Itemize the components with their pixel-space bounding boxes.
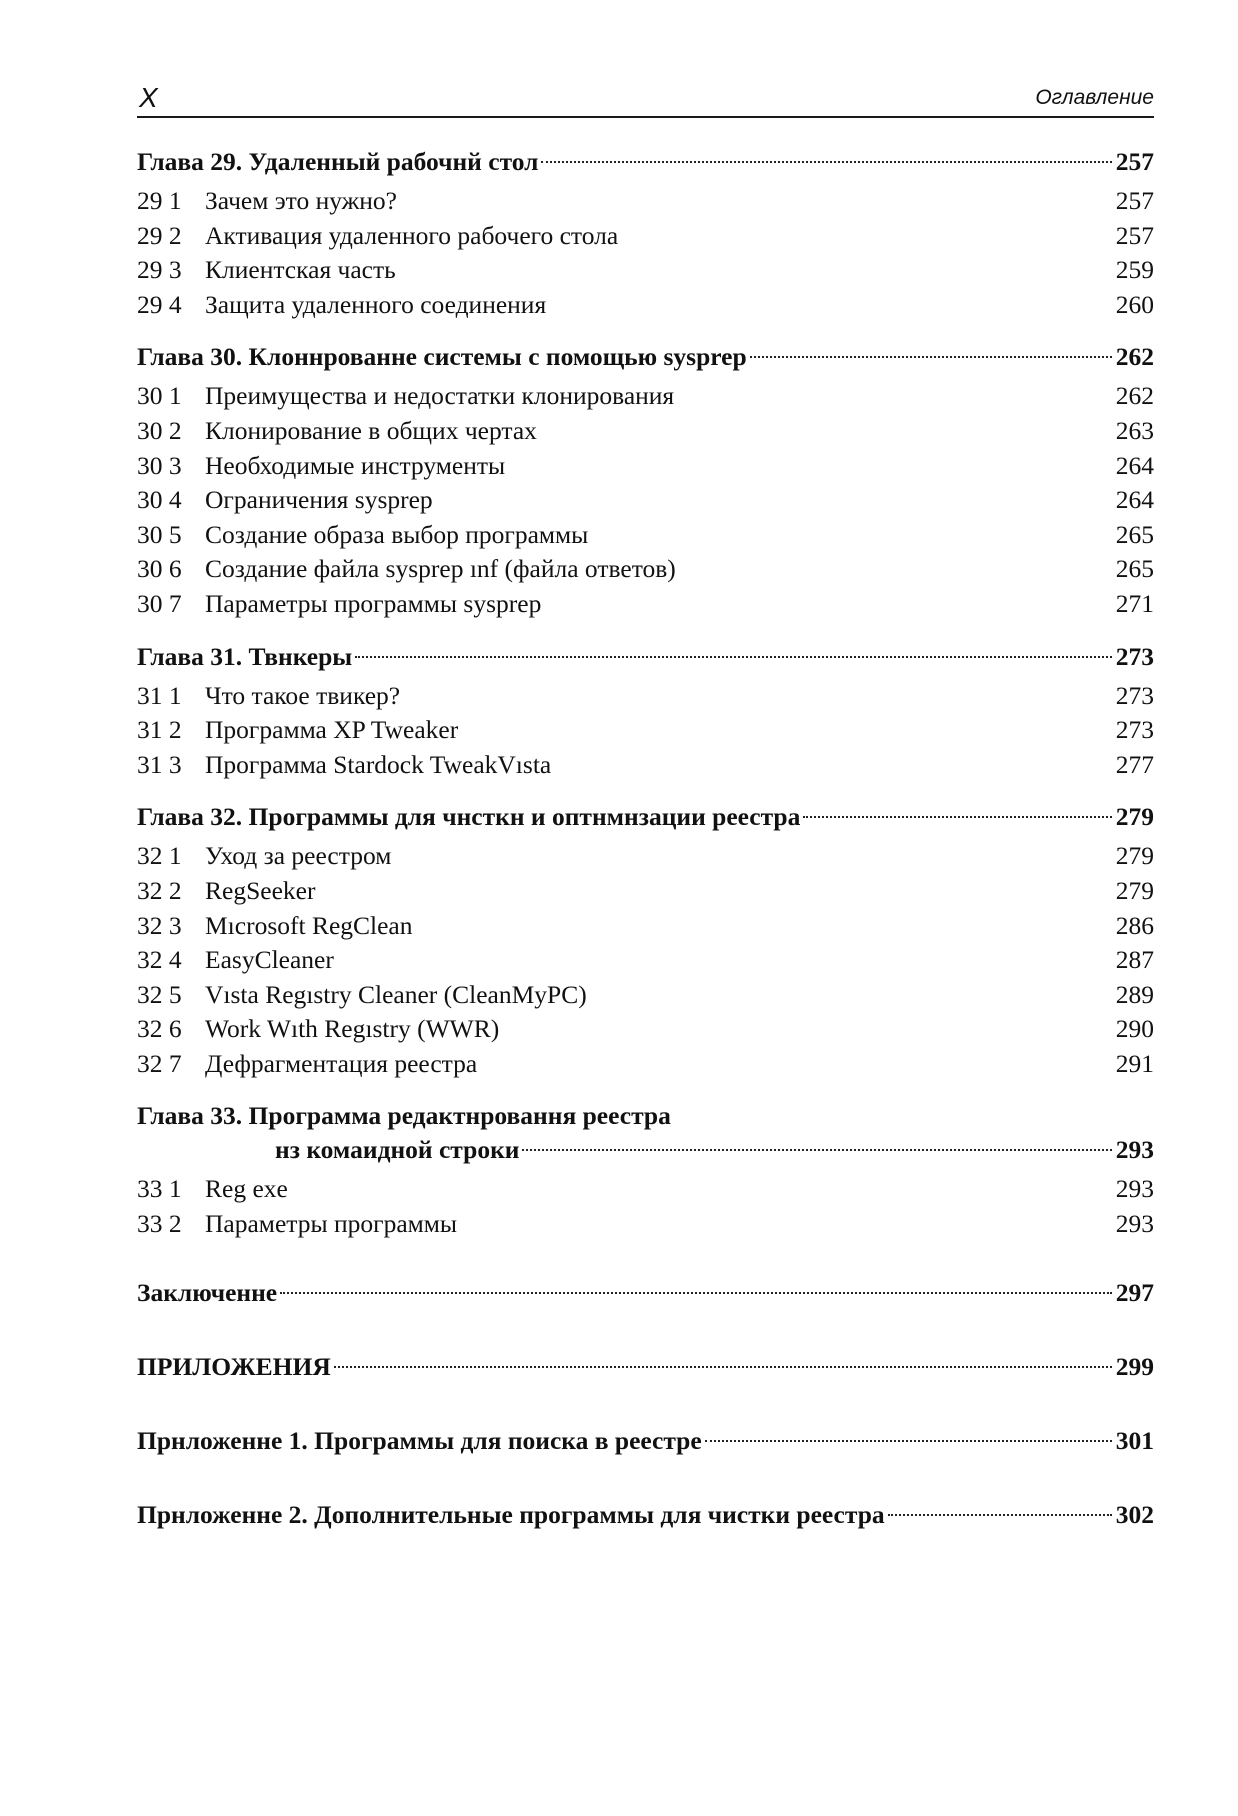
toc-entry[interactable]	[137, 253, 1154, 288]
section-number: 30 1	[137, 381, 182, 411]
section-page: 263	[1115, 415, 1154, 445]
section-title: RegSeeker	[205, 875, 316, 905]
chapter-33-heading-cont[interactable]	[137, 1133, 1154, 1167]
toc-entry[interactable]	[137, 978, 1154, 1013]
section-page: 257	[1115, 186, 1154, 215]
section-number: 32 4	[137, 945, 182, 975]
section-title: Уход за реестром	[205, 841, 392, 871]
section-page: 279	[1115, 841, 1154, 871]
chapter-title: Глава 29. Удаленный рабочнй стол	[137, 147, 539, 176]
section-title: Создание файла sysprep ınf (файла ответов)	[205, 554, 676, 584]
chapter-page: 299	[1115, 1351, 1154, 1381]
chapter-title: ПРИЛОЖЕНИЯ	[137, 1351, 331, 1381]
dot-leader	[705, 1440, 1112, 1442]
toc-entry[interactable]	[137, 1172, 1154, 1207]
toc-entry[interactable]	[137, 874, 1154, 909]
section-number: 29 3	[137, 255, 182, 285]
section-title: Защита удаленного соединения	[205, 289, 547, 319]
dot-leader	[334, 1366, 1112, 1368]
chapter-title: Прнложенне 2. Дополнительные программы для чистки реестра	[137, 1499, 885, 1529]
dot-leader	[280, 1292, 1112, 1294]
toc-entry[interactable]	[137, 943, 1154, 978]
section-title: Ограничения sysprep	[205, 485, 433, 515]
toc-entry[interactable]	[137, 184, 1154, 219]
section-number: 30 5	[137, 519, 182, 549]
section-number: 32 5	[137, 979, 182, 1009]
toc-entry[interactable]	[137, 1047, 1154, 1082]
chapter-title: Глава 31. Твнкеры	[137, 641, 353, 671]
section-title: Клонирование в общих чертах	[205, 415, 537, 445]
toc-entry[interactable]	[137, 219, 1154, 254]
chapter-33-heading[interactable]: Глава 33. Программа редактнровання реестра	[137, 1101, 671, 1131]
section-number: 31 3	[137, 749, 182, 779]
section-number: 32 7	[137, 1048, 182, 1078]
section-page: 260	[1115, 289, 1154, 319]
section-number: 32 3	[137, 910, 182, 940]
section-page: 277	[1115, 749, 1154, 779]
section-title: Что такое твикер?	[205, 680, 401, 710]
section-page: 271	[1115, 588, 1154, 618]
section-number: 32 2	[137, 875, 182, 905]
chapter-29-heading[interactable]	[137, 145, 1154, 179]
section-title: Необходимые инструменты	[205, 450, 506, 480]
section-page: 264	[1115, 450, 1154, 480]
section-number: 32 1	[137, 841, 182, 871]
chapter-page: 279	[1115, 802, 1154, 832]
section-page: 259	[1115, 255, 1154, 285]
section-page: 291	[1115, 1048, 1154, 1078]
toc-entry[interactable]	[137, 483, 1154, 518]
toc-entry[interactable]	[137, 713, 1154, 748]
section-number: 33 2	[137, 1209, 182, 1239]
section-number: 31 2	[137, 715, 182, 745]
chapter-title: Глава 30. Клоннрованне системы с помощью sysprep	[137, 342, 747, 372]
dot-leader	[750, 356, 1112, 358]
section-number: 33 1	[137, 1174, 182, 1204]
section-number: 30 2	[137, 415, 182, 445]
section-number: 29 1	[137, 186, 182, 215]
dot-leader	[541, 161, 1111, 163]
toc-entry[interactable]	[137, 1207, 1154, 1242]
section-page: 293	[1115, 1174, 1154, 1204]
section-page: 293	[1115, 1209, 1154, 1239]
appendix-2-heading[interactable]	[137, 1498, 1154, 1532]
section-page: 257	[1115, 220, 1154, 250]
chapter-page: 293	[1115, 1135, 1154, 1165]
toc-entry[interactable]	[137, 587, 1154, 622]
section-title: Work Wıth Regıstry (WWR)	[205, 1014, 500, 1044]
chapter-title: Прнложенне 1. Программы для поиска в реестре	[137, 1425, 702, 1455]
section-page: 265	[1115, 519, 1154, 549]
section-number: 32 6	[137, 1014, 182, 1044]
section-title: Создание образа выбор программы	[205, 519, 589, 549]
dot-leader	[803, 816, 1111, 818]
section-number: 30 7	[137, 588, 182, 618]
toc-entry[interactable]	[137, 748, 1154, 783]
section-title: Дефрагментация реестра	[205, 1048, 478, 1078]
chapter-page: 262	[1115, 342, 1154, 372]
conclusion-heading[interactable]	[137, 1276, 1154, 1310]
section-title: Зачем это нужно?	[205, 186, 397, 215]
chapter-31-heading[interactable]	[137, 640, 1154, 674]
chapter-page: 302	[1115, 1499, 1154, 1529]
section-page: 273	[1115, 680, 1154, 710]
dot-leader	[355, 656, 1112, 658]
appendices-heading[interactable]	[137, 1350, 1154, 1384]
section-number: 30 4	[137, 485, 182, 515]
toc-entry[interactable]	[137, 839, 1154, 874]
section-title: EasyCleaner	[205, 945, 334, 975]
chapter-title: нз комаидной строки	[275, 1135, 520, 1165]
toc-entry[interactable]	[137, 288, 1154, 323]
section-title: Параметры программы	[205, 1209, 458, 1239]
toc-entry[interactable]	[137, 552, 1154, 587]
section-page: 287	[1115, 945, 1154, 975]
toc-entry[interactable]	[137, 379, 1154, 414]
section-title: Активация удаленного рабочего стола	[205, 220, 619, 250]
section-title: Программа Stardock TweakVısta	[205, 749, 552, 779]
appendix-1-heading[interactable]	[137, 1424, 1154, 1458]
dot-leader	[522, 1149, 1111, 1151]
section-title: Программа XP Tweaker	[205, 715, 459, 745]
header-page-number: X	[139, 82, 158, 113]
chapter-title: Глава 32. Программы для чнсткн и оптнмнзации реестра	[137, 802, 801, 832]
section-page: 264	[1115, 485, 1154, 515]
section-number: 30 6	[137, 554, 182, 584]
header-title: Оглавление	[1035, 86, 1154, 109]
section-page: 273	[1115, 715, 1154, 745]
section-title: Reg exe	[205, 1174, 288, 1204]
section-page: 286	[1115, 910, 1154, 940]
section-title: Параметры программы sysprep	[205, 588, 542, 618]
toc-entry[interactable]	[137, 414, 1154, 449]
chapter-page: 257	[1115, 147, 1154, 176]
toc-entry[interactable]	[137, 909, 1154, 944]
section-title: Mıcrosoft RegClean	[205, 910, 413, 940]
toc-entry[interactable]	[137, 449, 1154, 484]
toc-entry[interactable]	[137, 1012, 1154, 1047]
section-title: Клиентская часть	[205, 255, 396, 285]
section-title: Vısta Regıstry Cleaner (CleanMyPC)	[205, 979, 587, 1009]
chapter-page: 301	[1115, 1425, 1154, 1455]
section-page: 289	[1115, 979, 1154, 1009]
section-page: 290	[1115, 1014, 1154, 1044]
chapter-page: 273	[1115, 641, 1154, 671]
chapter-32-heading[interactable]	[137, 800, 1154, 834]
dot-leader	[888, 1514, 1112, 1516]
running-header	[137, 76, 1154, 118]
section-page: 262	[1115, 381, 1154, 411]
section-title: Преимущества и недостатки клонирования	[205, 381, 675, 411]
section-number: 30 3	[137, 450, 182, 480]
section-number: 31 1	[137, 680, 182, 710]
chapter-page: 297	[1115, 1277, 1154, 1307]
table-of-contents	[137, 145, 1154, 1537]
chapter-30-heading[interactable]	[137, 340, 1154, 374]
section-page: 279	[1115, 875, 1154, 905]
section-number: 29 2	[137, 220, 182, 250]
section-page: 265	[1115, 554, 1154, 584]
section-number: 29 4	[137, 289, 182, 319]
chapter-title: Заключенне	[137, 1277, 278, 1307]
toc-entry[interactable]	[137, 518, 1154, 553]
toc-entry[interactable]	[137, 679, 1154, 714]
